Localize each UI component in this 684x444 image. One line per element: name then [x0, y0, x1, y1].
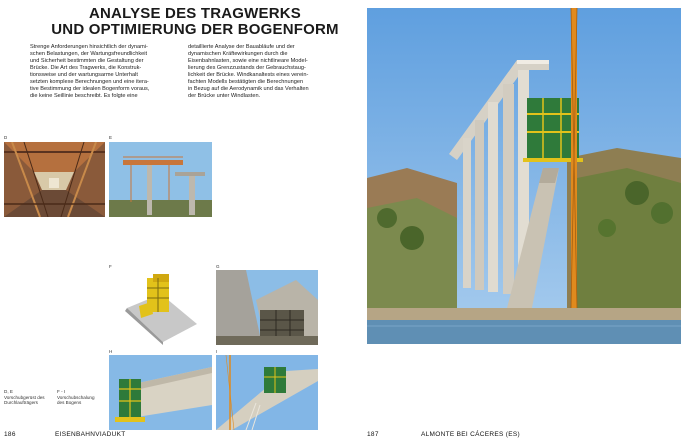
caption-code: D, E: [4, 389, 13, 394]
right-running-title: ALMONTE BEI CÁCERES (ES): [421, 431, 520, 438]
title-line-1: ANALYSE DES TRAGWERKS: [88, 5, 301, 22]
text-line: der Brücke unter Windlasten.: [188, 93, 261, 99]
left-running-title: EISENBAHNVIADUKT: [55, 431, 126, 438]
left-page-number: 186: [4, 431, 16, 438]
body-column-2: [188, 44, 338, 100]
right-page-number: 187: [367, 431, 379, 438]
photo-label-d: D: [4, 135, 8, 140]
title-line-2: UND OPTIMIERUNG DER BOGENFORM: [51, 21, 339, 38]
text-line: Strenge Anforderungen hinsichtlich der dynami-: [30, 44, 148, 50]
text-line: Brücke. Die Art des Tragwerks, die Konstruk-: [30, 65, 142, 71]
text-line: setzten komplexe Berechnungen und eine itera-: [30, 79, 149, 85]
text-line: dynamischen Kräftewirkungen durch die: [188, 51, 288, 57]
photo-g-arch-base: [216, 270, 318, 345]
photo-label-e: E: [109, 135, 113, 140]
photo-main-bridge: [367, 8, 681, 344]
photo-label-i: I: [216, 349, 218, 354]
photo-d-launching-girder: [4, 142, 105, 217]
text-line: tionsweise und der wartungsarme Unterhalt: [30, 72, 138, 78]
page-title: [40, 6, 350, 38]
text-line: in Bezug auf die Aerodynamik und das Verhalten: [188, 86, 309, 92]
photo-label-g: G: [216, 264, 220, 269]
text-line: schen Belastungen, der Wartungsfreundlichkeit: [30, 51, 148, 57]
photo-label-h: H: [109, 349, 113, 354]
text-line: lichkeit der Brücke. Windkanaltests eines verein-: [188, 72, 309, 78]
caption-line: Vorschubgerüst des: [4, 394, 45, 400]
body-column-1: [30, 44, 180, 100]
photo-f-formwork-model: [109, 270, 212, 345]
caption-code: F - I: [57, 389, 66, 394]
caption-f-i: [57, 389, 105, 406]
text-line: die keine Seillinie beschreibt. Es folgte eine: [30, 93, 138, 99]
caption-line: des Bogens: [57, 400, 82, 406]
text-line: und Sicherheit bestimmten die Gestaltung der: [30, 58, 144, 64]
text-line: fachten Modells bestätigten die Berechnungen: [188, 79, 304, 85]
caption-line: Durchlaufträgers: [4, 400, 38, 406]
caption-line: Vorschubschalung: [57, 394, 95, 400]
caption-d-e: [4, 389, 52, 406]
text-line: detaillierte Analyse der Bauabläufe und der: [188, 44, 295, 50]
photo-i-arch-crane: [216, 355, 318, 430]
photo-e-girder-on-piers: [109, 142, 212, 217]
photo-label-f: F: [109, 264, 112, 269]
text-line: Eisenbahnlasten, sowie eine nichtlineare Model-: [188, 58, 308, 64]
text-line: tive Bestimmung der idealen Bogenform voraus,: [30, 86, 150, 92]
photo-h-arch-formwork: [109, 355, 212, 430]
text-line: lierung des Grenzzustands der Gebrauchstaug-: [188, 65, 306, 71]
